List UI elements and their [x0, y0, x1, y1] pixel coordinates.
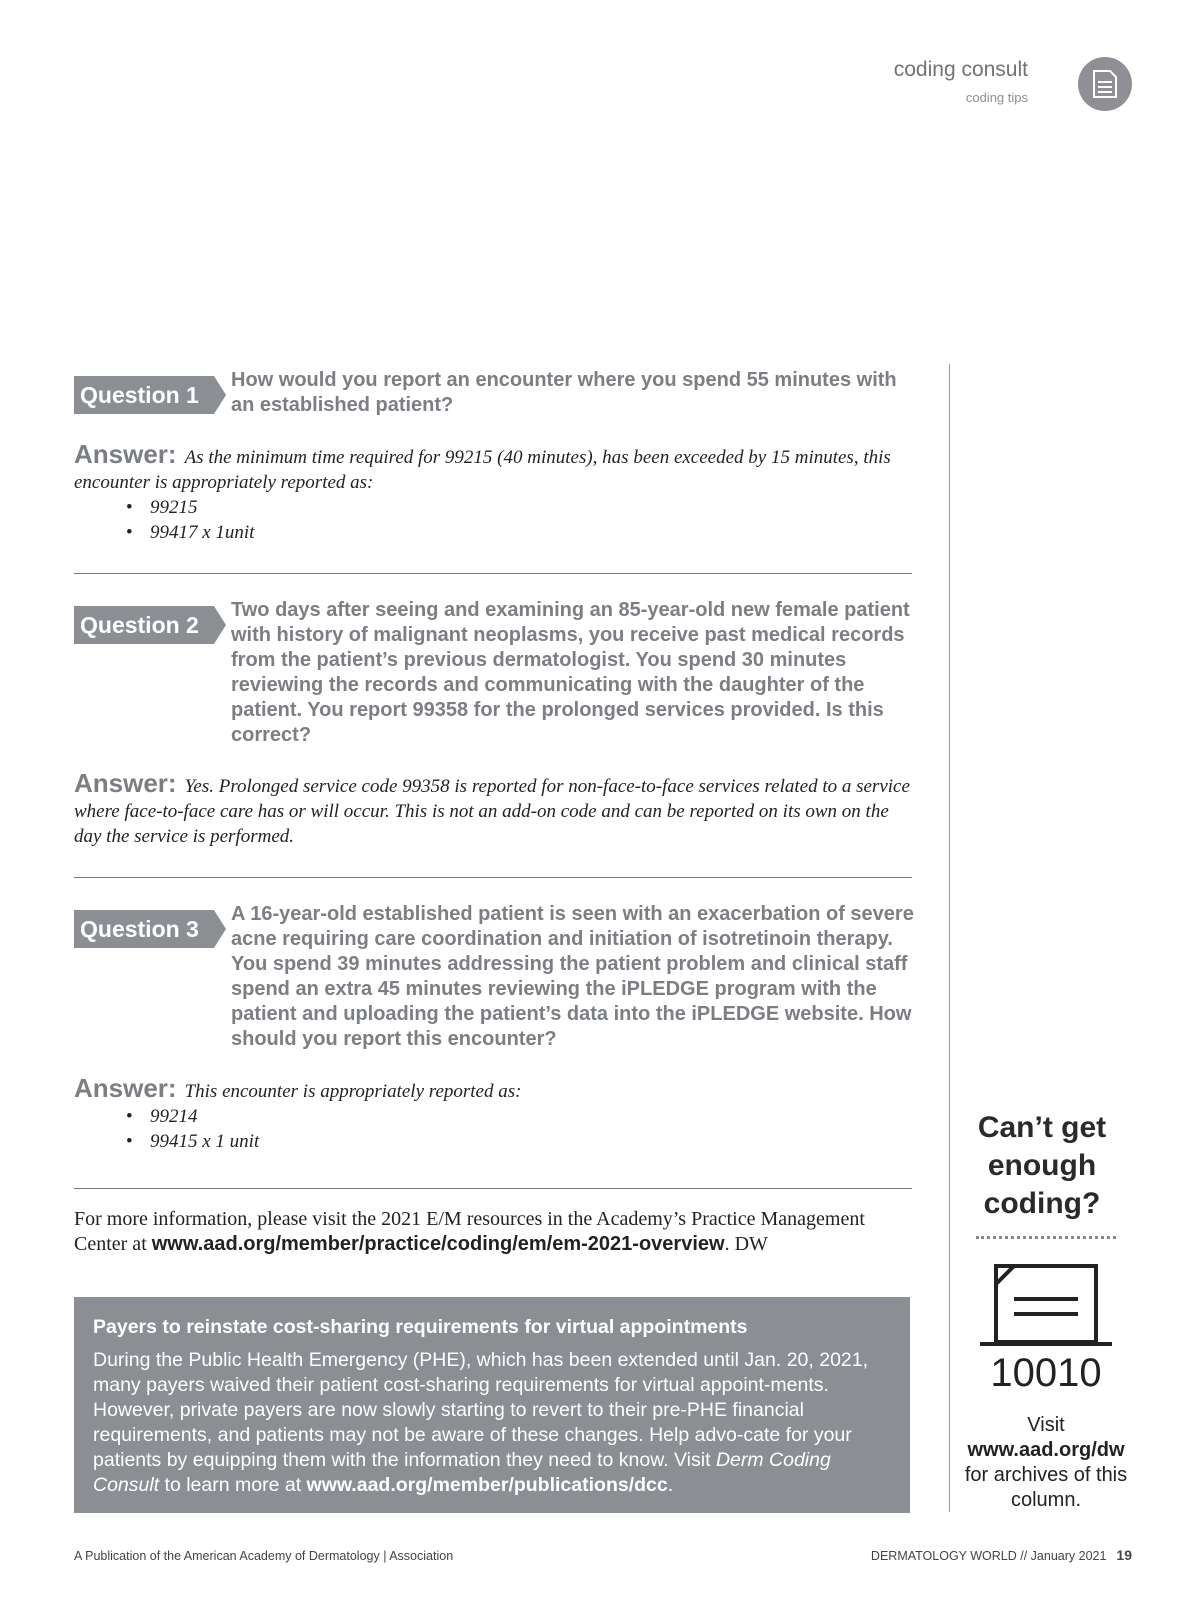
question-text: How would you report an encounter where you spend 55 minutes with an established patient?	[231, 369, 897, 416]
more-info-tail: . DW	[724, 1233, 768, 1255]
visit-link[interactable]: www.aad.org/dw	[967, 1439, 1125, 1461]
answer-list	[74, 495, 914, 545]
more-info	[74, 1207, 914, 1257]
section-title: coding consult	[893, 58, 1028, 81]
answer-text: This encounter is appropriately reported as:	[184, 1081, 522, 1102]
callout-text: During the Public Health Emergency (PHE), which has been extended until Jan. 20, 2021, many payers waived their patient cost-sharing requirements for virtual appoint-ments. However, private payers are now slowly starting to revert to their pre-PHE financial requirements, and patients may not be aware of these changes. Help advo-cate for your patients by equipping them with the information they need to know. Visit	[93, 1349, 869, 1471]
list-item: • 99417 x 1unit	[150, 520, 914, 545]
cpt-code: 10010	[990, 1351, 1102, 1395]
footer-publication: A Publication of the American Academy of Dermatology | Association	[74, 1549, 454, 1563]
callout-box	[74, 1297, 910, 1513]
divider	[74, 1188, 912, 1189]
answer-label: Answer:	[74, 768, 177, 798]
question-tag: Question 1	[74, 376, 214, 414]
answer-3	[74, 1073, 914, 1154]
visit-tail: for archives of this column.	[964, 1464, 1128, 1511]
question-text: A 16-year-old established patient is seen with an exacerbation of severe acne requiring care coordination and initiation of isotretinoin therapy. You spend 39 minutes addressing the patient problem and clinical staff spend an extra 45 minutes reviewing the iPLEDGE program with the patient and uploading the patient’s data into the iPLEDGE website. How should you report this encounter?	[231, 903, 914, 1050]
sidebar-headline: Can’t get enough coding?	[977, 1111, 1107, 1220]
callout-text: .	[667, 1474, 674, 1496]
claim-form-icon	[978, 1262, 1114, 1353]
divider	[74, 573, 912, 574]
answer-label: Answer:	[74, 439, 177, 469]
answer-text: Yes. Prolonged service code 99358 is reported for non-face-to-face services related to a service where face-to-face care has or will occur. This is not an add-on code and can be reported on its own on the day the service is performed.	[74, 776, 910, 847]
callout-text: to learn more at	[159, 1474, 307, 1496]
question-tag: Question 2	[74, 606, 214, 644]
answer-1	[74, 439, 914, 545]
document-icon	[1091, 69, 1119, 99]
callout-title: Payers to reinstate cost-sharing requirements for virtual appointments	[93, 1316, 748, 1338]
section-subtitle: coding tips	[965, 90, 1028, 105]
answer-text: As the minimum time required for 99215 (40 minutes), has been exceeded by 15 minutes, this encounter is appropriately reported as:	[74, 447, 891, 493]
more-info-text: For more information, please visit the 2021 E/M resources in the Academy’s Practice Management Center at	[74, 1208, 865, 1255]
answer-2	[74, 768, 914, 849]
footer-issue	[871, 1547, 1132, 1563]
footer-issue-text: DERMATOLOGY WORLD // January 2021	[870, 1549, 1107, 1563]
callout-link[interactable]: www.aad.org/member/publications/dcc	[306, 1474, 668, 1496]
column-divider	[949, 364, 950, 1512]
question-tag: Question 3	[74, 910, 214, 948]
divider	[74, 877, 912, 878]
list-item: • 99214	[150, 1104, 914, 1129]
dotted-divider	[976, 1236, 1116, 1239]
answer-list	[74, 1104, 914, 1154]
answer-label: Answer:	[74, 1073, 177, 1103]
question-text: Two days after seeing and examining an 85-year-old new female patient with history of malignant neoplasms, you receive past medical records from the patient’s previous dermatologist. You spend 30 minutes reviewing the records and communicating with the daughter of the patient. You report 99358 for the prolonged services provided. Is this correct?	[231, 599, 910, 746]
list-item: • 99215	[150, 495, 914, 520]
list-item: • 99415 x 1 unit	[150, 1129, 914, 1154]
more-info-link[interactable]: www.aad.org/member/practice/coding/em/em-2021-overview	[151, 1233, 725, 1255]
callout-emphasis: Derm Coding Consult	[93, 1449, 831, 1496]
callout-body	[93, 1348, 892, 1498]
page-number: 19	[1116, 1547, 1132, 1563]
sidebar-visit	[960, 1413, 1132, 1513]
visit-text: Visit	[1027, 1414, 1065, 1436]
section-badge	[1078, 57, 1132, 111]
